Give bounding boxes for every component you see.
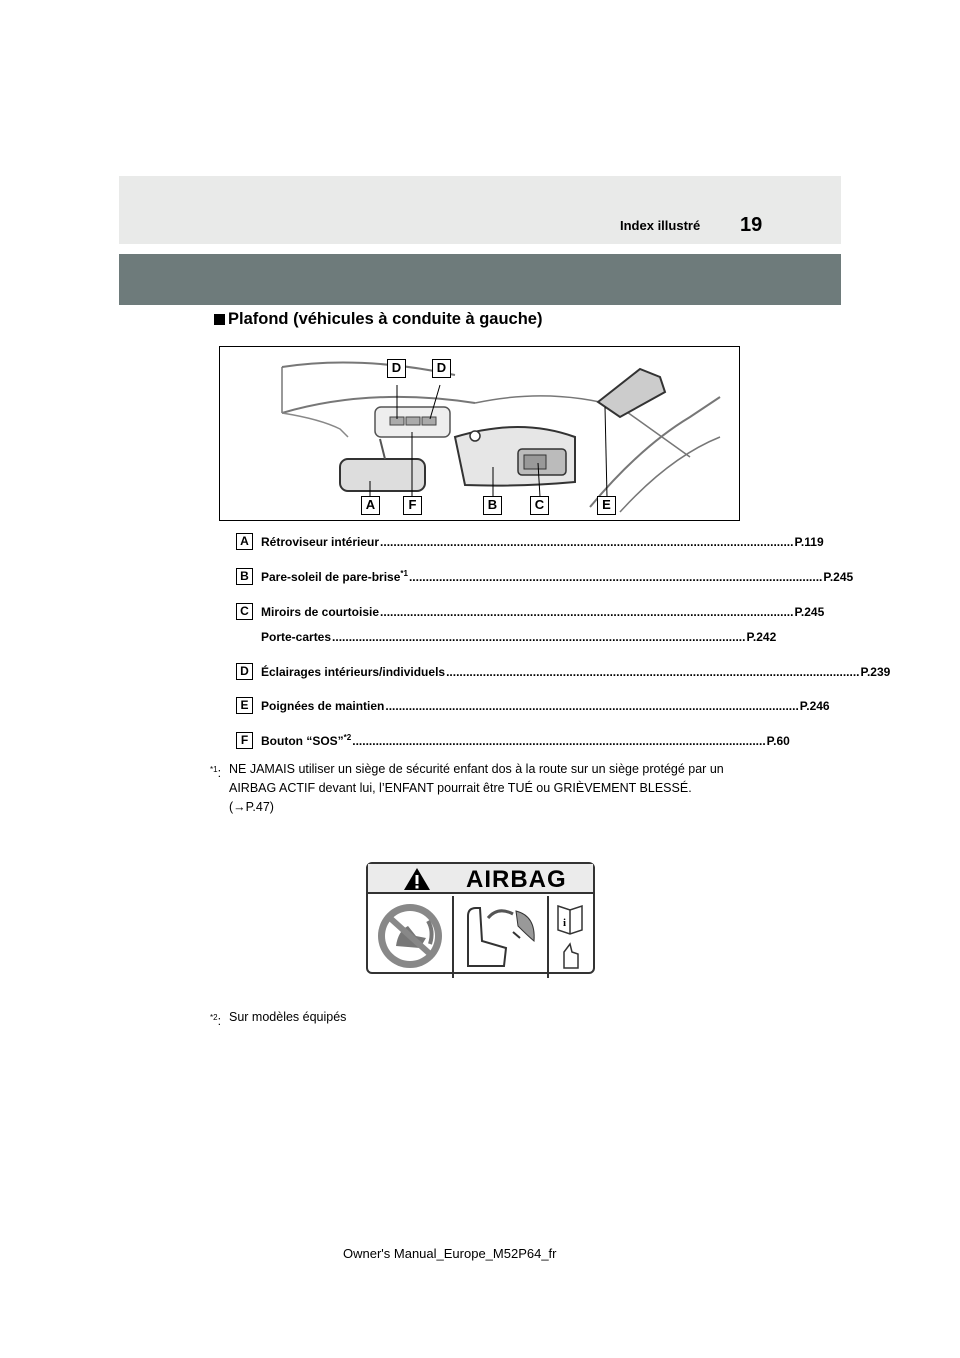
item-letter: F	[236, 732, 253, 749]
header-stripe	[119, 254, 841, 305]
list-item	[236, 568, 854, 585]
no-rear-facing-seat-icon	[378, 904, 442, 968]
page-number: 19	[740, 214, 763, 236]
ceiling-diagram	[219, 346, 740, 521]
footnote-mark: $^{*2}$:	[210, 1013, 222, 1028]
list-item	[236, 603, 825, 620]
item-page-link[interactable]: P.246	[799, 698, 830, 713]
footnote-ref: *1	[400, 569, 408, 578]
callout-a: A	[361, 496, 380, 515]
manual-book-icon	[558, 906, 582, 968]
document-footer: Owner's Manual_Europe_M52P64_fr	[343, 1246, 557, 1261]
leader-dots: ............................................................................................................................	[332, 630, 746, 644]
airbag-pictograms	[368, 896, 597, 978]
callout-e: E	[597, 496, 616, 515]
section-title	[214, 310, 542, 329]
airbag-warning-label	[366, 862, 595, 974]
header-band	[119, 176, 841, 244]
list-item	[236, 697, 830, 714]
list-item	[236, 630, 777, 644]
list-item	[236, 732, 790, 749]
section-name: Index illustré	[620, 218, 701, 233]
airbag-word: AIRBAG	[466, 866, 567, 893]
leader-dots: ............................................................................................................................	[352, 733, 766, 748]
footnote-2	[210, 1008, 750, 1027]
square-bullet-icon	[214, 314, 225, 325]
item-letter: C	[236, 603, 253, 620]
item-page-link[interactable]: P.119	[794, 534, 824, 549]
footnote-page-ref[interactable]: (→P.47)	[229, 800, 274, 814]
item-page-link[interactable]: P.239	[860, 664, 891, 679]
callout-f: F	[403, 496, 422, 515]
svg-text:i: i	[563, 917, 567, 929]
footnote-line: NE JAMAIS utiliser un siège de sécurité enfant dos à la route sur un siège protégé par un	[229, 762, 724, 776]
warning-triangle-icon	[402, 866, 432, 892]
section-title-text: Plafond (véhicules à conduite à gauche)	[228, 310, 543, 328]
footnote-mark: $^{*1}$:	[210, 765, 222, 780]
item-page-link[interactable]: P.245	[794, 604, 825, 619]
ceiling-illustration	[220, 347, 741, 522]
item-label: Rétroviseur intérieur	[261, 534, 380, 549]
footnote-line: Sur modèles équipés	[229, 1010, 347, 1024]
airbag-label-header	[368, 864, 593, 894]
callout-c: C	[530, 496, 549, 515]
leader-dots: ............................................................................................................................	[380, 534, 794, 549]
seat-airbag-icon	[468, 908, 534, 966]
leader-dots: ............................................................................................................................	[408, 569, 823, 584]
footnote-ref: *2	[343, 733, 352, 742]
item-label: Éclairages intérieurs/individuels	[261, 664, 446, 679]
item-label: Porte-cartes	[261, 630, 332, 644]
list-item	[236, 663, 891, 680]
leader-dots: ............................................................................................................................	[380, 604, 794, 619]
callout-d-right: D	[432, 359, 451, 378]
item-label: Poignées de maintien	[261, 698, 385, 713]
callout-b: B	[483, 496, 502, 515]
item-page-link[interactable]: P.245	[823, 569, 854, 584]
item-label: Miroirs de courtoisie	[261, 604, 380, 619]
list-item	[236, 533, 824, 550]
item-label: Bouton “SOS”$^{*2}$	[261, 733, 352, 748]
item-letter: D	[236, 663, 253, 680]
item-letter: A	[236, 533, 253, 550]
item-letter: B	[236, 568, 253, 585]
footnote-1	[210, 760, 750, 817]
item-letter: E	[236, 697, 253, 714]
leader-dots: ............................................................................................................................	[385, 698, 799, 713]
item-label: Pare-soleil de pare-brise$^{*1}$	[261, 569, 408, 584]
leader-dots: ............................................................................................................................	[446, 664, 860, 679]
item-page-link[interactable]: P.242	[746, 630, 777, 644]
item-page-link[interactable]: P.60	[766, 733, 790, 748]
callout-d-left: D	[387, 359, 406, 378]
footnote-line: AIRBAG ACTIF devant lui, l’ENFANT pourrait être TUÉ ou GRIÈVEMENT BLESSÉ.	[229, 781, 692, 795]
